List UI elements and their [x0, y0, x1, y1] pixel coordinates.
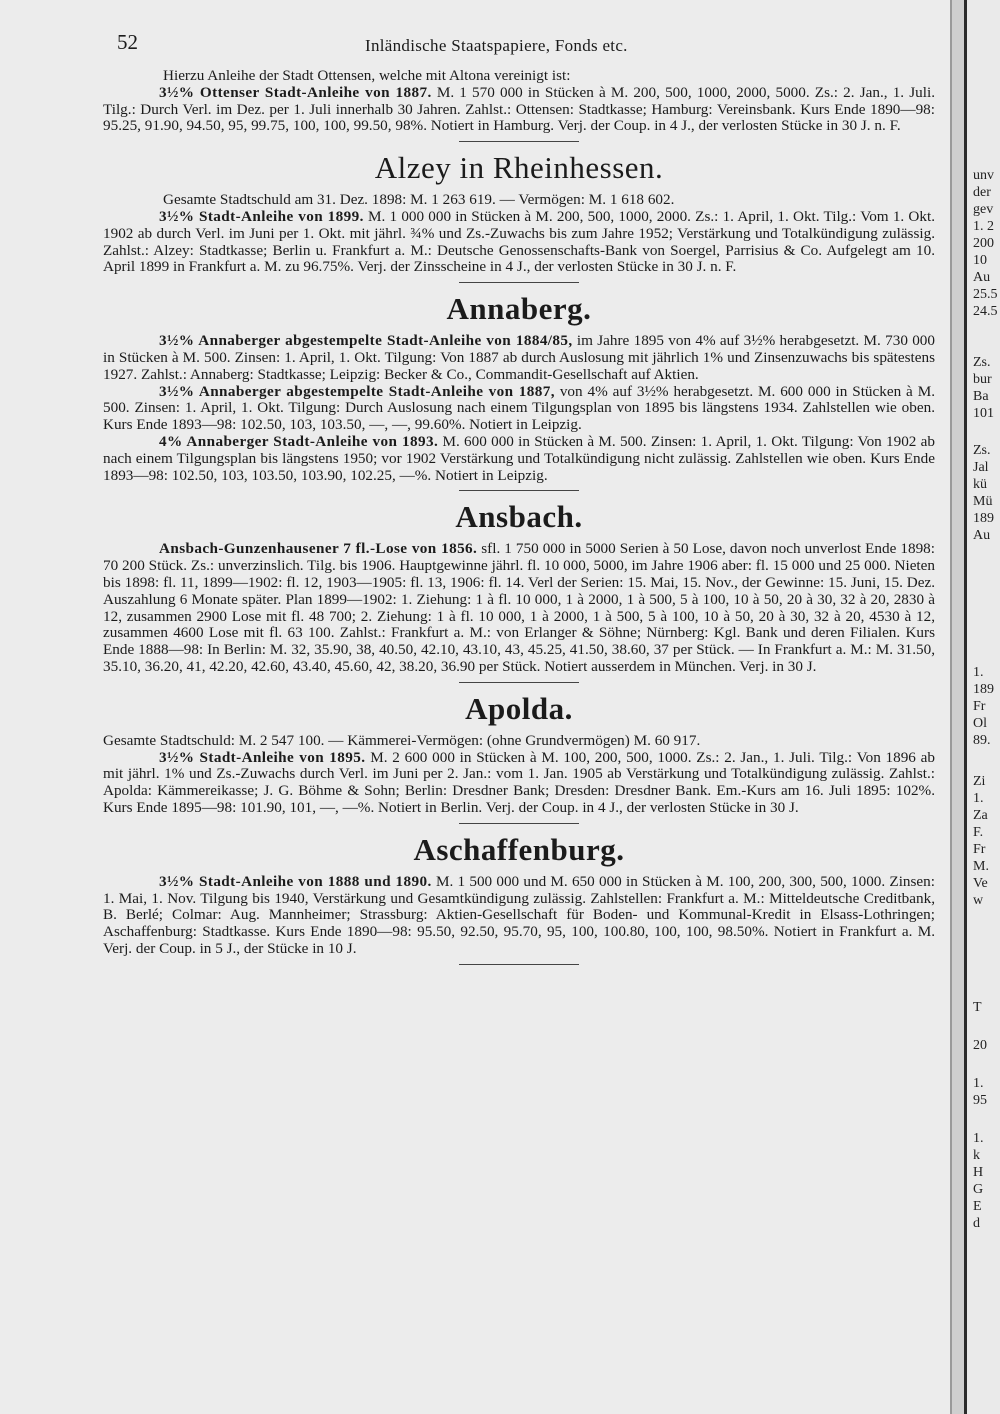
- adjacent-page-fragment: Fr: [973, 842, 986, 857]
- adjacent-page-edge: [964, 0, 1000, 1414]
- adjacent-page-fragment: 200: [973, 236, 994, 251]
- adjacent-page-fragment: Mü: [973, 494, 993, 509]
- ansbach-heading: Ansbach.: [455, 499, 583, 535]
- ansbach-bond: [103, 541, 935, 675]
- adjacent-page-fragment: 1. 2: [973, 219, 994, 234]
- aschaffenburg-bond-text: M. 1 500 000 und M. 650 000 in Stücken à M. 100, 200, 300, 500, 1000. Zinsen: 1. Mai, 1. Nov. Tilgung bis 1940, Verstärkung und Gesamtkündigung zulässig. Zahlstellen: Frankfurt a. M.: Mitteldeutsche Creditbank, B. Berlé; Colmar: Aug. Mannheimer; Strassburg: Aktien-Gesellschaft für Boden- und Kommunal-Kredit in Elsass-Lothringen; Aschaffenburg: Stadtkasse. Kurs Ende 1890—98: 95.50, 92.50, 95.70, 95, 100, 100.80, 100, 100, 98.50%. Notiert in Frankfurt a. M. Verj. der Coup. in 5 J., der Stücke in 10 J.: [103, 872, 935, 957]
- annaberg-heading: Annaberg.: [446, 291, 592, 327]
- ansbach-bond-title: Ansbach-Gunzenhausener 7 fl.-Lose von 1856.: [159, 540, 478, 558]
- annaberg-bond-3-text: M. 600 000 in Stücken à M. 500. Zinsen: 1. April, 1. Okt. Tilgung: Von 1902 ab nach einem Tilgungsplan bis längstens 1950; vor 1902 Verstärkung und Totalkündigung nicht zulässig. Zahlstellen wie oben. Kurs Ende 1893—98: 102.50, 103, 103.50, 103.90, 102.25, —%. Notiert in Leipzig.: [103, 432, 935, 484]
- alzey-bond-title: 3½% Stadt-Anleihe von 1899.: [159, 207, 364, 225]
- annaberg-bond-2-text: von 4% auf 3½% herabgesetzt. M. 600 000 in Stücken à M. 500. Zinsen: 1. April, 1. Okt. Tilgung: Durch Auslosung nach einem Tilgungsplan von 1895 bis längstens 1934. Zahlstellen wie oben. Kurs Ende 1893—98: 102.50, 103, 103.50, —, —, 99.60%. Notiert in Leipzig.: [103, 382, 935, 434]
- adjacent-page-fragment: T: [973, 1000, 982, 1015]
- annaberg-bond-1-text: im Jahre 1895 von 4% auf 3½% herabgesetzt. M. 730 000 in Stücken à M. 500. Zinsen: 1. April, 1. Okt. Tilgung: Von 1887 ab durch Auslosung mit jährlich 1% und Zinsenzuwachs bis spätestens 1927. Zahlst.: Annaberg: Stadtkasse; Leipzig: Becker & Co., Commandit-Gesellschaft auf Aktien.: [103, 332, 935, 383]
- running-title: Inländische Staatspapiere, Fonds etc.: [365, 36, 628, 55]
- adjacent-page-fragment: Ol: [973, 716, 987, 731]
- ottensen-bond-title: 3½% Ottenser Stadt-Anleihe von 1887.: [159, 83, 432, 101]
- section-divider: [459, 141, 579, 142]
- annaberg-bond-1: [103, 333, 935, 383]
- aschaffenburg-bond: [103, 874, 935, 958]
- annaberg-bond-1-title: 3½% Annaberger abgestempelte Stadt-Anleihe von 1884/85,: [159, 332, 573, 350]
- adjacent-page-fragment: 101: [973, 406, 994, 421]
- adjacent-page-fragment: Au: [973, 270, 991, 285]
- section-divider: [459, 823, 579, 824]
- adjacent-page-fragment: 189: [973, 511, 994, 526]
- adjacent-page-fragment: E: [973, 1199, 982, 1214]
- adjacent-page-fragment: d: [973, 1216, 980, 1231]
- adjacent-page-fragment: Jal: [973, 460, 989, 475]
- adjacent-page-fragment: w: [973, 893, 984, 908]
- aschaffenburg-heading: Aschaffenburg.: [413, 831, 625, 867]
- adjacent-page-fragment: 1.: [973, 665, 984, 680]
- adjacent-page-fragment: Ba: [973, 389, 989, 404]
- adjacent-page-fragment: gev: [973, 202, 994, 217]
- adjacent-page-fragment: k: [973, 1148, 980, 1163]
- book-gutter: [952, 0, 964, 1414]
- adjacent-page-fragment: Zi: [973, 774, 986, 789]
- alzey-bond: [103, 209, 935, 276]
- alzey-bond-text: M. 1 000 000 in Stücken à M. 200, 500, 1000, 2000. Zs.: 1. April, 1. Okt. Tilg.: Vom 1. Okt. 1902 ab durch Verl. im Juni per 1. Okt. mit jährl. ¾% und Zs.-Zuwachs bis zum Jahre 1952; Verstärkung und Totalkündigung zulässig. Zahlst.: Alzey: Stadtkasse; Berlin u. Frankfurt a. M.: Deutsche Genossenschafts-Bank von Soergel, Parrisius & Co. Aufgelegt am 10. April 1899 in Frankfurt a. M. zu 96.75%. Verj. der Zinsscheine in 4 J., der verlosten Stücke in 30 J. n. F.: [103, 207, 935, 276]
- adjacent-page-fragment: Ve: [973, 876, 988, 891]
- alzey-summary: Gesamte Stadtschuld am 31. Dez. 1898: M. 1 263 619. — Vermögen: M. 1 618 602.: [163, 191, 675, 209]
- adjacent-page-fragment: 1.: [973, 791, 984, 806]
- section-divider: [459, 282, 579, 283]
- adjacent-page-fragment: 25.5: [973, 287, 998, 302]
- ottensen-bond-text: M. 1 570 000 in Stücken à M. 200, 500, 1000, 2000, 5000. Zs.: 2. Jan., 1. Juli. Tilg.: Durch Verl. im Dez. per 1. Juli innerhalb 30 Jahren. Zahlst.: Ottensen: Stadtkasse; Hamburg: Vereinsbank. Kurs Ende 1890—98: 95.25, 91.90, 94.50, 95, 99.75, 100, 100, 99.50, 98%. Notiert in Hamburg. Verj. der Coup. in 4 J., der verlosten Stücke in 30 J. n. F.: [103, 83, 935, 135]
- apolda-bond: [103, 750, 935, 817]
- ottensen-bond: [103, 85, 935, 135]
- apolda-heading: Apolda.: [465, 690, 573, 726]
- aschaffenburg-bond-title: 3½% Stadt-Anleihe von 1888 und 1890.: [159, 872, 432, 890]
- adjacent-page-fragment: 20: [973, 1038, 987, 1053]
- adjacent-page-fragment: 1.: [973, 1131, 984, 1146]
- adjacent-page-fragment: unv: [973, 168, 994, 183]
- ansbach-bond-text: sfl. 1 750 000 in 5000 Serien à 50 Lose, davon noch unverlost Ende 1898: 70 200 Stück. Zs.: unverzinslich. Tilg. bis 1906. Hauptgewinne jährl. fl. 10 000, 5000, im Jahre 1906 aber: fl. 15 000 und 25 000. Nieten bis 1898: fl. 11, 1899—1902: fl. 12, 1903—1905: fl. 13, 1906: fl. 14. Verl der Serien: 15. Mai, 15. Nov., der Gewinne: 15. Juni, 15. Dez. Auszahlung 6 Monate später. Plan 1899—1902: 1. Ziehung: 1 à fl. 10 000, 1 à 2000, 1 à 500, 5 à 100, 10 à 50, 20 à 30, 32 à 20, 2830 à 12, zusammen 2900 Lose mit fl. 48 700; 2. Ziehung: 1 à fl. 10 000, 1 à 2000, 1 à 500, 5 à 100, 10 à 50, 20 à 30, 32 à 20, 4530 à 12, zusammen 4600 Lose mit fl. 63 100. Zahlst.: Frankfurt a. M.: von Erlanger & Söhne; Nürnberg: Kgl. Bank und deren Filialen. Kurs Ende 1888—98: In Berlin: M. 32, 35.90, 38, 40.50, 42.10, 43.10, 43, 45.25, 41.50, 38.60, 37 per Stück. — In Frankfurt a. M.: M. 31.50, 35.10, 36.20, 41, 42.20, 42.60, 43.40, 45.60, 42, 38.20, 36.90 per Stück. Notiert ausserdem in München. Verj. in 30 J.: [103, 540, 935, 675]
- annaberg-bond-2-title: 3½% Annaberger abgestempelte Stadt-Anleihe von 1887,: [159, 382, 555, 400]
- adjacent-page-fragment: H: [973, 1165, 984, 1180]
- page-content: [103, 68, 935, 971]
- alzey-heading: Alzey in Rheinhessen.: [374, 150, 664, 186]
- adjacent-page-fragment: F.: [973, 825, 984, 840]
- adjacent-page-fragment: 1.: [973, 1076, 984, 1091]
- adjacent-page-fragment: der: [973, 185, 991, 200]
- apolda-summary: Gesamte Stadtschuld: M. 2 547 100. — Kämmerei-Vermögen: (ohne Grundvermögen) M. 60 917.: [103, 731, 701, 749]
- adjacent-page-fragment: M.: [973, 859, 989, 874]
- adjacent-page-fragment: Za: [973, 808, 988, 823]
- adjacent-page-fragment: Fr: [973, 699, 986, 714]
- apolda-bond-text: M. 2 600 000 in Stücken à M. 100, 200, 500, 1000. Zs.: 2. Jan., 1. Juli. Tilg.: Von 1896 ab mit jährl. 1% und Zs.-Zuwachs durch Verl. im Juni per 2. Jan.: vom 1. Jan. 1905 ab Verstärkung und Totalkündigung zulässig. Zahlst.: Apolda: Kämmereikasse; J. G. Böhme & Sohn; Berlin: Dresdner Bank; Dresden: Dresdner Bank. Em.-Kurs am 16. Juli 1895: 102%. Kurs Ende 1895—98: 101.90, 101, —, —%. Notiert in Berlin. Verj. der Coup. in 4 J., der verlosten Stücke in 30 J.: [103, 748, 935, 816]
- adjacent-page-fragment: G: [973, 1182, 984, 1197]
- adjacent-page-fragment: Au: [973, 528, 991, 543]
- section-divider: [459, 964, 579, 965]
- apolda-bond-title: 3½% Stadt-Anleihe von 1895.: [159, 748, 366, 766]
- adjacent-page-fragment: Zs.: [973, 355, 991, 370]
- adjacent-page-fragment: Zs.: [973, 443, 991, 458]
- adjacent-page-fragment: 89.: [973, 733, 991, 748]
- section-divider: [459, 490, 579, 491]
- adjacent-page-fragment: 95: [973, 1093, 987, 1108]
- adjacent-page-fragment: 189: [973, 682, 994, 697]
- page-number: 52: [117, 30, 138, 54]
- annaberg-bond-2: [103, 384, 935, 434]
- adjacent-page-fragment: bur: [973, 372, 992, 387]
- annaberg-bond-3: [103, 434, 935, 484]
- ottensen-intro: Hierzu Anleihe der Stadt Ottensen, welche mit Altona vereinigt ist:: [163, 67, 571, 84]
- section-divider: [459, 682, 579, 683]
- adjacent-page-fragment: 10: [973, 253, 987, 268]
- adjacent-page-fragment: kü: [973, 477, 987, 492]
- adjacent-page-fragment: 24.5: [973, 304, 998, 319]
- annaberg-bond-3-title: 4% Annaberger Stadt-Anleihe von 1893.: [159, 432, 439, 450]
